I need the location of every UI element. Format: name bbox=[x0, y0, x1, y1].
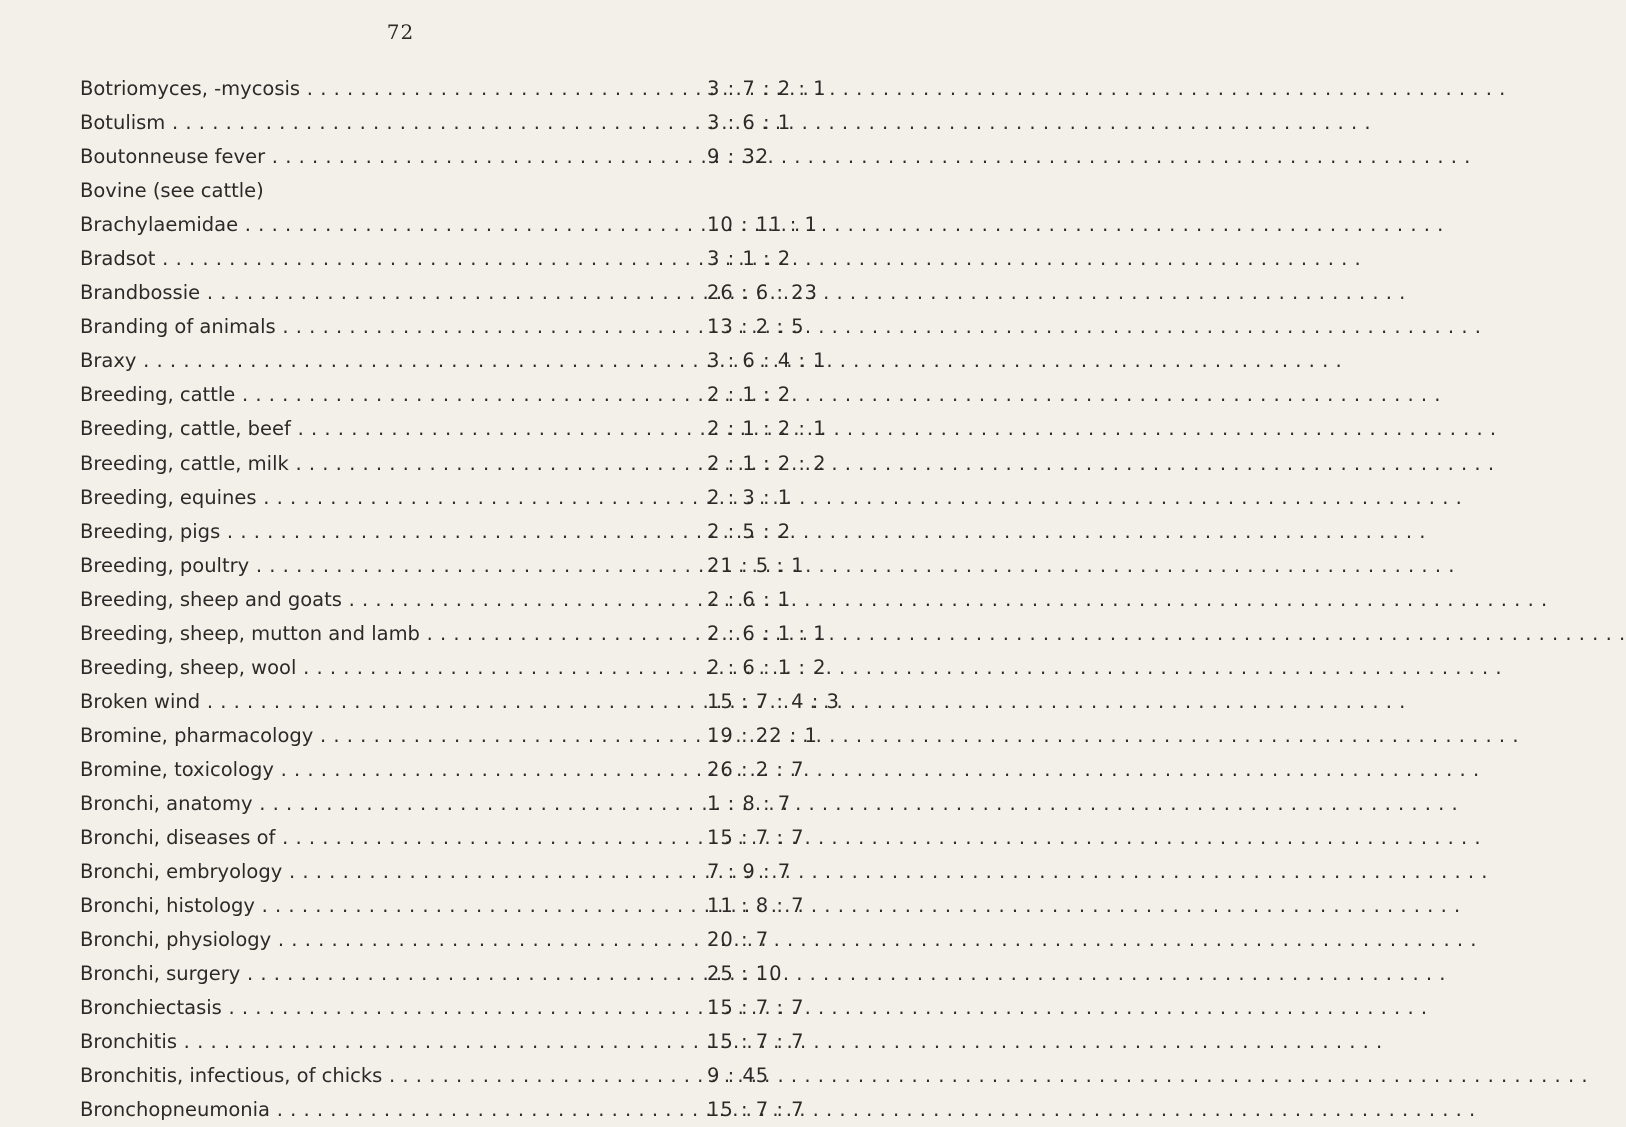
index-term: Brandbossie . . . bbox=[80, 276, 702, 310]
index-reference: 15 : 7 : 7 bbox=[707, 1030, 805, 1054]
index-term: Bronchopneumonia . . . bbox=[80, 1093, 702, 1127]
index-reference: 1 : 8 : 7 bbox=[707, 791, 792, 815]
index-entry bbox=[80, 1093, 805, 1127]
index-term: Breeding, cattle, milk . . . bbox=[80, 447, 702, 481]
index-term: Breeding, sheep, mutton and lamb . . . bbox=[80, 617, 702, 651]
index-reference: 7 : 9 : 7 bbox=[707, 860, 792, 884]
index-entry bbox=[80, 719, 818, 753]
index-entry bbox=[80, 617, 827, 651]
index-reference: 2 : 6 : 1 bbox=[707, 587, 792, 611]
index-term: Braxy . . . bbox=[80, 344, 702, 378]
index-reference: 2 : 3 : 1 bbox=[707, 485, 792, 509]
index-entry bbox=[80, 242, 800, 276]
index-reference: 15 : 7 : 4 : 3 bbox=[707, 689, 840, 713]
index-reference: 3 : 7 : 2 : 1 bbox=[707, 77, 827, 100]
index-term: Brachylaemidae . . . bbox=[80, 208, 702, 242]
index-reference: 2 : 5 : 2 bbox=[707, 519, 792, 543]
index-term: Boutonneuse fever . . . bbox=[80, 140, 702, 174]
index-reference: 20 : 7 bbox=[707, 928, 770, 952]
index-term: Breeding, poultry . . . bbox=[80, 549, 702, 583]
index-reference: 2 : 6 : 1 : 1 bbox=[707, 621, 827, 645]
index-reference: 13 : 2 : 5 bbox=[707, 315, 805, 339]
index-entry bbox=[80, 583, 800, 617]
index-reference: 9 : 32 bbox=[707, 145, 770, 169]
index-term: Bronchi, physiology . . . bbox=[80, 923, 702, 957]
index-term: Bromine, pharmacology . . . bbox=[80, 719, 702, 753]
index-reference: 3 : 1 : 2 bbox=[707, 247, 792, 271]
index-term: Bronchi, anatomy . . . bbox=[80, 787, 702, 821]
index-entry bbox=[80, 651, 827, 685]
index-term: Broken wind . . . bbox=[80, 685, 702, 719]
index-reference: 26 : 2 : 7 bbox=[707, 757, 805, 781]
index-term: Botulism . . . bbox=[80, 106, 702, 140]
index-entry bbox=[80, 140, 800, 174]
index-term: Bronchi, embryology . . . bbox=[80, 855, 702, 889]
index-entry bbox=[80, 991, 805, 1025]
index-reference: 2 : 6 : 1 : 2 bbox=[707, 655, 827, 679]
index-term: Bronchi, diseases of . . . bbox=[80, 821, 702, 855]
index-term: Bronchi, histology . . . bbox=[80, 889, 702, 923]
index-term: Breeding, sheep and goats . . . bbox=[80, 583, 702, 617]
index-entry bbox=[80, 208, 818, 242]
index-reference: 19 : 22 : 1 bbox=[707, 723, 818, 747]
index-entry bbox=[80, 310, 805, 344]
index-entry bbox=[80, 72, 827, 106]
index-reference: 10 : 11 : 1 bbox=[707, 213, 818, 237]
index-entry bbox=[80, 174, 800, 208]
index-term: Branding of animals . . . bbox=[80, 310, 702, 344]
index-reference: 9 : 45 bbox=[707, 1064, 770, 1088]
index-term: Breeding, pigs . . . bbox=[80, 515, 702, 549]
index-entry bbox=[80, 344, 827, 378]
index-term: Breeding, cattle, beef . . . bbox=[80, 412, 702, 446]
index-reference: 21 : 5 : 1 bbox=[707, 553, 805, 577]
index-reference: 3 : 6 : 4 : 1 bbox=[707, 349, 827, 373]
index-entry bbox=[80, 923, 800, 957]
index-entry bbox=[80, 481, 800, 515]
index-term: Breeding, equines . . . bbox=[80, 481, 702, 515]
index-term: Breeding, sheep, wool . . . bbox=[80, 651, 702, 685]
index-entry bbox=[80, 787, 800, 821]
index-term: Breeding, cattle . . . bbox=[80, 378, 702, 412]
index-entry bbox=[80, 515, 800, 549]
index-term: Bronchitis . . . bbox=[80, 1025, 702, 1059]
index-reference: 25 : 10 bbox=[707, 962, 783, 986]
index-term: Bronchiectasis . . . bbox=[80, 991, 702, 1025]
index-entry bbox=[80, 276, 818, 310]
index-reference: 2 : 1 : 2 bbox=[707, 383, 792, 407]
index-reference: 3 : 6 : 1 bbox=[707, 111, 792, 135]
index-term: Bradsot . . . bbox=[80, 242, 702, 276]
index-entry bbox=[80, 821, 805, 855]
index-entry bbox=[80, 889, 805, 923]
index-entry bbox=[80, 549, 805, 583]
index-reference: 15 : 7 : 7 bbox=[707, 996, 805, 1020]
index-term: Bovine (see cattle) bbox=[80, 179, 264, 203]
index-entry bbox=[80, 447, 827, 481]
index-term: Bromine, toxicology . . . bbox=[80, 753, 702, 787]
index-reference: 26 : 6 : 23 bbox=[707, 281, 818, 305]
index-term: Bronchitis, infectious, of chicks . . . bbox=[80, 1059, 702, 1093]
index-entry bbox=[80, 1059, 800, 1093]
index-reference: 11 : 8 : 7 bbox=[707, 894, 805, 918]
index-reference: 2 : 1 : 2 : 1 bbox=[707, 417, 827, 441]
index-entry bbox=[80, 106, 800, 140]
index-term: Botriomyces, -mycosis . . . bbox=[80, 72, 702, 106]
index-entry bbox=[80, 855, 800, 889]
index-entry bbox=[80, 412, 827, 446]
index-reference: 15 : 7 : 7 bbox=[707, 826, 805, 850]
index-entry bbox=[80, 685, 840, 719]
index-entry bbox=[80, 378, 800, 412]
index-entry bbox=[80, 753, 805, 787]
index-entry bbox=[80, 1025, 805, 1059]
index-reference: 2 : 1 : 2 : 2 bbox=[707, 451, 827, 475]
index-term: Bronchi, surgery . . . bbox=[80, 957, 702, 991]
index-reference: 15 : 7 : 7 bbox=[707, 1098, 805, 1122]
page-number: 72 bbox=[386, 20, 415, 44]
index-list bbox=[80, 72, 840, 1127]
index-entry bbox=[80, 957, 800, 991]
